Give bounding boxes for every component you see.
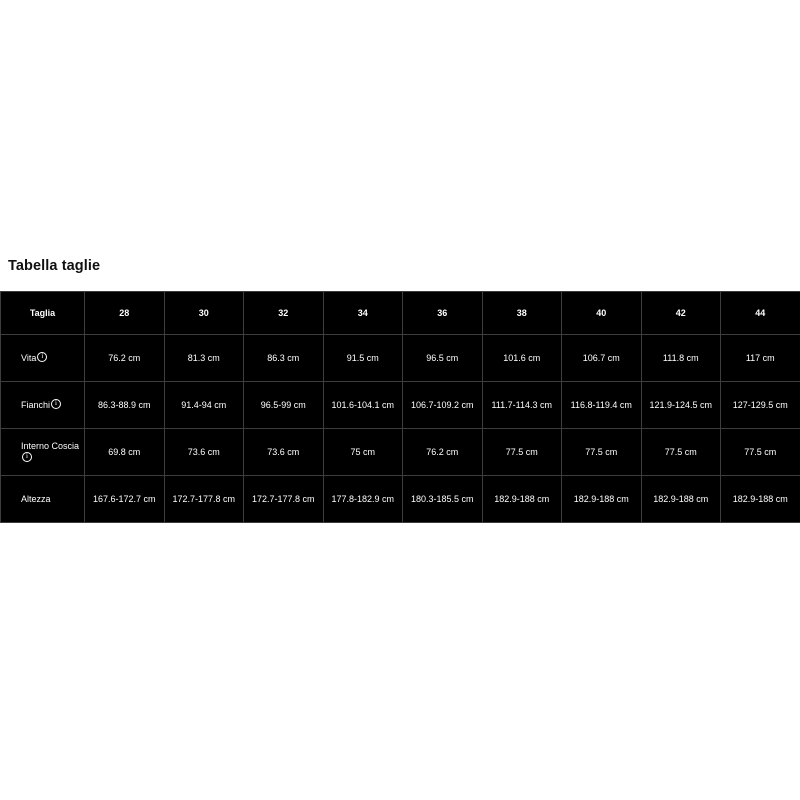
column-header-size-32: 32 [244, 292, 324, 335]
cell-altezza-34: 177.8-182.9 cm [323, 476, 403, 523]
size-chart-table [0, 291, 800, 523]
column-header-size-36: 36 [403, 292, 483, 335]
cell-fianchi-28: 86.3-88.9 cm [85, 382, 165, 429]
cell-altezza-36: 180.3-185.5 cm [403, 476, 483, 523]
cell-fianchi-32: 96.5-99 cm [244, 382, 324, 429]
cell-interno-coscia-40: 77.5 cm [562, 429, 642, 476]
cell-vita-30: 81.3 cm [164, 335, 244, 382]
cell-interno-coscia-44: 77.5 cm [721, 429, 800, 476]
row-header-altezza [1, 476, 85, 523]
row-header-vita [1, 335, 85, 382]
cell-interno-coscia-30: 73.6 cm [164, 429, 244, 476]
column-header-size-42: 42 [641, 292, 721, 335]
column-header-size-40: 40 [562, 292, 642, 335]
cell-altezza-38: 182.9-188 cm [482, 476, 562, 523]
column-header-size-30: 30 [164, 292, 244, 335]
cell-altezza-28: 167.6-172.7 cm [85, 476, 165, 523]
table-row [1, 335, 800, 382]
cell-vita-42: 111.8 cm [641, 335, 721, 382]
cell-vita-34: 91.5 cm [323, 335, 403, 382]
cell-altezza-30: 172.7-177.8 cm [164, 476, 244, 523]
cell-fianchi-42: 121.9-124.5 cm [641, 382, 721, 429]
table-row [1, 382, 800, 429]
column-header-size-38: 38 [482, 292, 562, 335]
cell-interno-coscia-38: 77.5 cm [482, 429, 562, 476]
info-icon[interactable] [22, 452, 32, 462]
cell-interno-coscia-42: 77.5 cm [641, 429, 721, 476]
cell-vita-32: 86.3 cm [244, 335, 324, 382]
cell-altezza-40: 182.9-188 cm [562, 476, 642, 523]
row-label: Vita [21, 352, 37, 363]
page-title: Tabella taglie [8, 258, 101, 274]
cell-vita-36: 96.5 cm [403, 335, 483, 382]
cell-altezza-32: 172.7-177.8 cm [244, 476, 324, 523]
column-header-taglia: Taglia [1, 292, 85, 335]
cell-interno-coscia-32: 73.6 cm [244, 429, 324, 476]
info-icon[interactable] [37, 352, 47, 362]
cell-fianchi-40: 116.8-119.4 cm [562, 382, 642, 429]
cell-altezza-42: 182.9-188 cm [641, 476, 721, 523]
row-header-interno-coscia [1, 429, 85, 476]
cell-interno-coscia-34: 75 cm [323, 429, 403, 476]
table-body [1, 335, 800, 523]
cell-fianchi-30: 91.4-94 cm [164, 382, 244, 429]
cell-fianchi-38: 111.7-114.3 cm [482, 382, 562, 429]
cell-vita-44: 117 cm [721, 335, 800, 382]
cell-fianchi-36: 106.7-109.2 cm [403, 382, 483, 429]
cell-vita-28: 76.2 cm [85, 335, 165, 382]
cell-vita-38: 101.6 cm [482, 335, 562, 382]
column-header-size-28: 28 [85, 292, 165, 335]
row-label: Interno Coscia [21, 440, 80, 451]
row-header-fianchi [1, 382, 85, 429]
cell-interno-coscia-36: 76.2 cm [403, 429, 483, 476]
row-label: Altezza [21, 493, 51, 504]
cell-fianchi-34: 101.6-104.1 cm [323, 382, 403, 429]
info-icon[interactable] [51, 399, 61, 409]
table-row [1, 476, 800, 523]
cell-altezza-44: 182.9-188 cm [721, 476, 800, 523]
table-header-row [1, 292, 800, 335]
size-chart-table-wrapper [0, 291, 800, 523]
table-row [1, 429, 800, 476]
column-header-size-34: 34 [323, 292, 403, 335]
column-header-size-44: 44 [721, 292, 800, 335]
cell-vita-40: 106.7 cm [562, 335, 642, 382]
table-header [1, 292, 800, 335]
row-label: Fianchi [21, 399, 51, 410]
cell-interno-coscia-28: 69.8 cm [85, 429, 165, 476]
cell-fianchi-44: 127-129.5 cm [721, 382, 800, 429]
